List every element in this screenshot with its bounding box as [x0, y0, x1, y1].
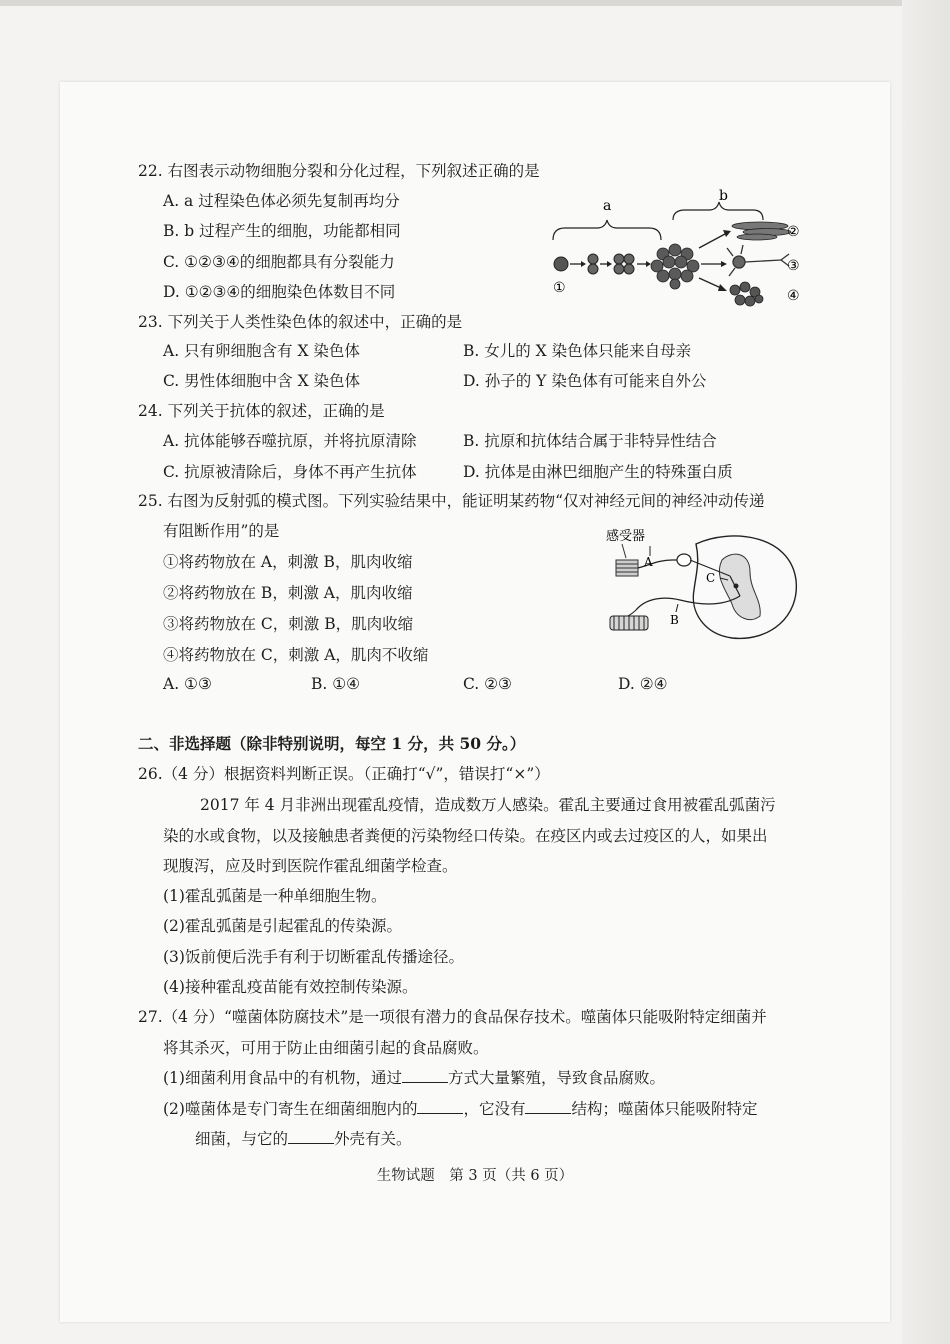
q22-option-c: C. ①②③④的细胞都具有分裂能力	[163, 253, 395, 271]
neuron-cell	[727, 245, 789, 276]
q24-option-d: D. 抗体是由淋巴细胞产生的特殊蛋白质	[463, 463, 733, 481]
q26-stem: 26.（4 分）根据资料判断正误。（正确打“√”，错误打“×”）	[138, 765, 550, 783]
receptor-skin	[616, 560, 638, 576]
answer-blank-4[interactable]	[288, 1129, 334, 1144]
marker-2: ②	[787, 224, 800, 240]
scan-right-edge	[902, 0, 950, 1344]
q26-item-4: (4)接种霍乱疫苗能有效控制传染源。	[163, 978, 418, 996]
q22-option-a: A. a 过程染色体必须先复制再均分	[163, 192, 400, 210]
four-cells	[614, 254, 624, 264]
q25-stem-line2: 有阻断作用”的是	[163, 522, 280, 540]
q25-option-a: A. ①③	[163, 675, 212, 693]
q25-option-c: C. ②③	[463, 675, 512, 693]
answer-blank-2[interactable]	[417, 1099, 463, 1114]
q27-item-2-part2: ，它没有	[463, 1100, 526, 1118]
q22-option-b: B. b 过程产生的细胞，功能都相同	[163, 222, 401, 240]
q23-option-d: D. 孙子的 Y 染色体有可能来自外公	[463, 372, 707, 390]
q27-item-1	[163, 1067, 665, 1089]
cell-mass	[651, 244, 699, 289]
q25-option-d: D. ②④	[618, 675, 668, 693]
label-c: C	[706, 571, 716, 585]
q24-option-a: A. 抗体能够吞噬抗原，并将抗原清除	[163, 432, 417, 450]
q23-option-a: A. 只有卵细胞含有 X 染色体	[163, 342, 360, 360]
brace-a	[553, 220, 661, 240]
page-footer: 生物试题 第 3 页（共 6 页）	[376, 1168, 574, 1184]
q25-item-3: ③将药物放在 C，刺激 B，肌肉收缩	[163, 615, 414, 633]
q24-option-c: C. 抗原被清除后，身体不再产生抗体	[163, 463, 417, 481]
q26-passage-line2: 染的水或食物，以及接触患者粪便的污染物经口传染。在疫区内或去过疫区的人，如果出	[163, 827, 768, 845]
two-cells	[588, 254, 598, 264]
q26-passage-line3: 现腹泻，应及时到医院作霍乱细菌学检查。	[163, 857, 458, 875]
marker-1: ①	[553, 280, 566, 296]
q27-stem-line2: 将其杀灭，可用于防止由细菌引起的食品腐败。	[163, 1039, 489, 1057]
scan-top-edge	[0, 0, 950, 6]
q27-item-2	[163, 1098, 758, 1120]
q27-item-1-part2: 方式大量繁殖，导致食品腐败。	[447, 1069, 665, 1087]
q23-option-c: C. 男性体细胞中含 X 染色体	[163, 372, 361, 390]
q27-item-2-part3: 结构；噬菌体只能吸附特定	[571, 1100, 758, 1118]
label-a: a	[603, 198, 612, 214]
reflex-arc-diagram	[600, 520, 810, 650]
q27-item-2-part1: (2)噬菌体是专门寄生在细菌细胞内的	[163, 1100, 418, 1118]
label-receptor: 感受器	[606, 529, 646, 544]
q25-option-b: B. ①④	[311, 675, 361, 693]
q22-option-d: D. ①②③④的细胞染色体数目不同	[163, 283, 396, 301]
q26-item-2: (2)霍乱弧菌是引起霍乱的传染源。	[163, 917, 402, 935]
q25-stem-line1: 25. 右图为反射弧的模式图。下列实验结果中，能证明某药物“仅对神经元间的神经冲动传递	[138, 492, 765, 510]
answer-blank-3[interactable]	[525, 1099, 571, 1114]
marker-4: ④	[787, 288, 800, 304]
label-b: b	[719, 188, 728, 204]
q24-stem: 24. 下列关于抗体的叙述，正确的是	[138, 402, 385, 420]
q27-item-2-part5: 外壳有关。	[334, 1130, 412, 1148]
q23-stem: 23. 下列关于人类性染色体的叙述中，正确的是	[138, 313, 463, 331]
ganglion	[677, 554, 691, 566]
label-b: B	[670, 613, 679, 627]
cell-division-diagram	[545, 182, 815, 310]
q26-item-3: (3)饭前便后洗手有利于切断霍乱传播途径。	[163, 948, 464, 966]
effector-muscle	[610, 616, 648, 630]
q27-stem-line1: 27.（4 分）“噬菌体防腐技术”是一项很有潜力的食品保存技术。噬菌体只能吸附特定细菌并	[138, 1008, 767, 1026]
q25-item-4: ④将药物放在 C，刺激 A，肌肉不收缩	[163, 646, 429, 664]
q27-item-2-cont	[195, 1128, 412, 1150]
section-heading: 二、非选择题（除非特别说明，每空 1 分，共 50 分。）	[138, 734, 526, 753]
q25-item-2: ②将药物放在 B，刺激 A，肌肉收缩	[163, 584, 413, 602]
muscle-cells	[732, 222, 791, 240]
marker-3: ③	[787, 258, 800, 274]
single-cell	[554, 257, 568, 271]
q27-item-1-part1: (1)细菌利用食品中的有机物，通过	[163, 1069, 402, 1087]
blood-cells	[730, 282, 763, 306]
brace-b	[673, 202, 763, 220]
q25-item-1: ①将药物放在 A，刺激 B，肌肉收缩	[163, 553, 413, 571]
q26-item-1: (1)霍乱弧菌是一种单细胞生物。	[163, 887, 387, 905]
q26-passage-line1: 2017 年 4 月非洲出现霍乱疫情，造成数万人感染。霍乱主要通过食用被霍乱弧菌污	[200, 796, 776, 814]
q27-item-2-part4: 细菌，与它的	[195, 1130, 289, 1148]
answer-blank-1[interactable]	[402, 1068, 448, 1083]
label-a: A	[644, 555, 653, 569]
q22-stem: 22. 右图表示动物细胞分裂和分化过程，下列叙述正确的是	[138, 162, 540, 180]
q23-option-b: B. 女儿的 X 染色体只能来自母亲	[463, 342, 692, 360]
q24-option-b: B. 抗原和抗体结合属于非特异性结合	[463, 432, 717, 450]
